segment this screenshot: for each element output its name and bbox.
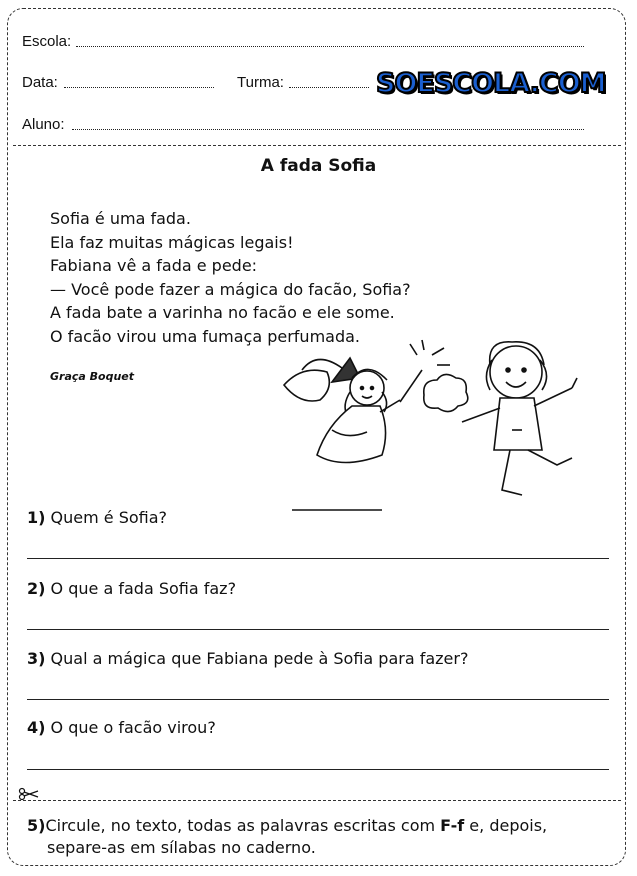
question-5-line-2: separe-as em sílabas no caderno. [47,838,316,857]
story-line: Fabiana vê a fada e pede: [50,256,258,275]
author: Graça Boquet [50,370,135,383]
question-4: 4) O que o facão virou? [27,718,216,737]
date-field[interactable] [64,87,214,88]
question-5: 5)Circule, no texto, todas as palavras escritas com F-f e, depois, separe-as em sílabas no caderno. [27,816,548,857]
girl-icon [462,342,577,495]
answer-line-2[interactable] [27,629,609,630]
question-1: 1) Quem é Sofia? [27,508,168,527]
school-label: Escola: [22,33,72,50]
cut-line [13,800,621,801]
class-label: Turma: [237,74,284,91]
question-2: 2) O que a fada Sofia faz? [27,579,237,598]
story-illustration [272,330,612,520]
story-line: Ela faz muitas mágicas legais! [50,232,294,252]
question-3: 3) Qual a mágica que Fabiana pede à Sofia para fazer? [27,649,469,668]
story-text [50,207,411,348]
story-line: — Você pode fazer a mágica do facão, Sofia? [50,279,411,299]
class-field[interactable] [289,87,369,88]
answer-line-1[interactable] [27,558,609,559]
student-field[interactable] [72,129,584,130]
answer-line-4[interactable] [27,769,609,770]
story-line: A fada bate a varinha no facão e ele some. [50,303,395,322]
story-title: A fada Sofia [260,156,377,176]
smoke-cloud-icon [424,374,468,411]
story-line: Sofia é uma fada. [50,209,191,228]
answer-line-3[interactable] [27,699,609,700]
fairy-icon [284,358,400,463]
school-field[interactable] [76,46,584,47]
soescola-logo: SOESCOLA.COM [376,68,606,99]
student-label: Aluno: [22,116,65,133]
story-line: O facão virou uma fumaça perfumada. [50,326,361,346]
header-divider [13,145,621,146]
date-label: Data: [22,74,58,91]
scissors-icon [18,787,40,801]
